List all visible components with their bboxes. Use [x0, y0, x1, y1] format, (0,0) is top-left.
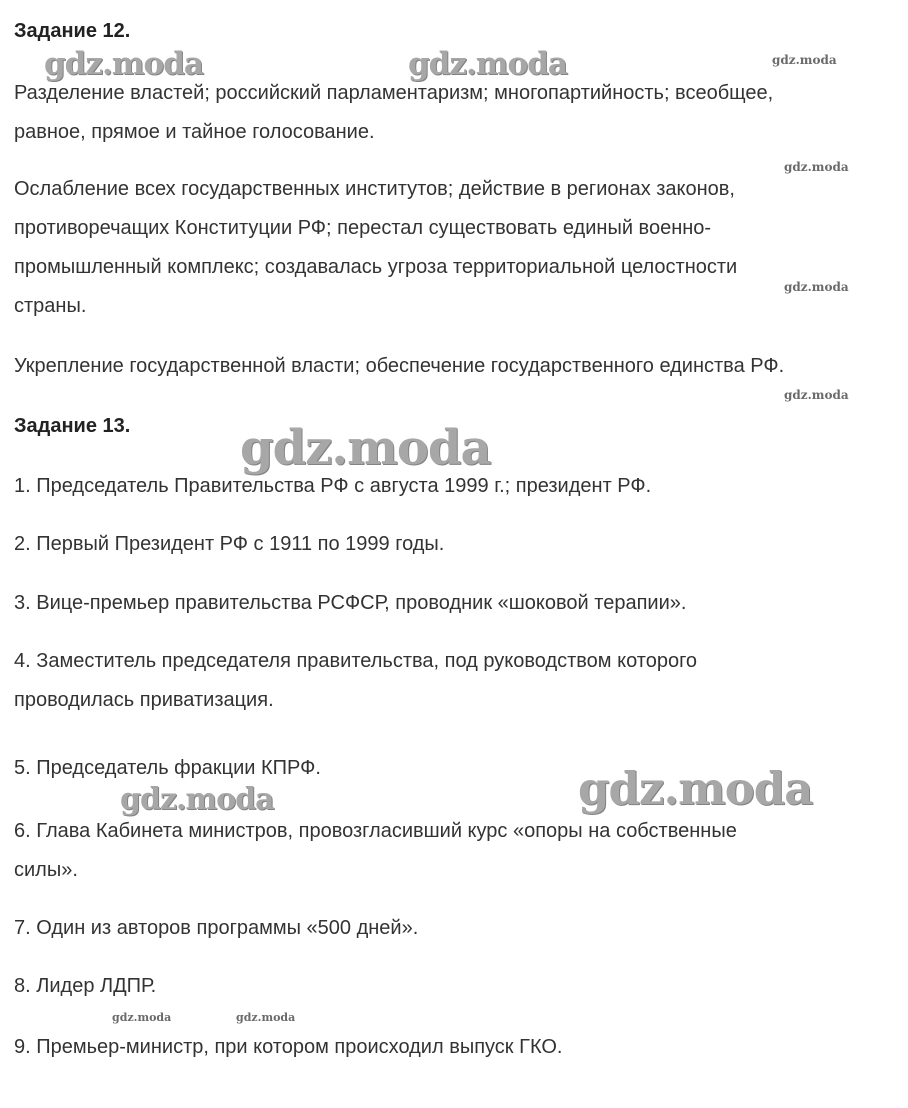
task-13-item-8	[14, 967, 900, 1006]
task-13-item-3	[14, 584, 900, 623]
task-12-paragraph-2	[14, 170, 900, 326]
task-12-paragraph-1	[14, 74, 900, 152]
watermark: gdz.moda	[112, 1011, 172, 1024]
text-line: страны.	[14, 295, 87, 317]
text-line: 5. Председатель фракции КПРФ.	[14, 757, 321, 779]
text-line: 1. Председатель Правительства РФ с августа 1999 г.; президент РФ.	[14, 475, 652, 497]
text-line: проводилась приватизация.	[14, 689, 274, 711]
watermark: gdz.moda	[772, 53, 837, 67]
watermark: gdz.moda	[120, 782, 274, 817]
watermark: gdz.moda	[784, 160, 849, 174]
task-13-heading: Задание 13.	[14, 415, 131, 437]
task-13-item-4	[14, 642, 900, 720]
text-line: Разделение властей; российский парламентаризм; многопартийность; всеобщее,	[14, 82, 774, 104]
task-13-item-7	[14, 909, 900, 948]
text-line: Укрепление государственной власти; обеспечение государственного единства РФ.	[14, 355, 785, 377]
text-line: Ослабление всех государственных институтов; действие в регионах законов,	[14, 178, 735, 200]
task-13-item-2	[14, 525, 900, 564]
watermark: gdz.moda	[578, 762, 813, 815]
text-line: силы».	[14, 859, 78, 881]
task-13-item-6	[14, 812, 900, 890]
watermark: gdz.moda	[240, 420, 491, 476]
task-13-item-9	[14, 1028, 900, 1067]
watermark: gdz.moda	[784, 280, 849, 294]
task-12-heading: Задание 12.	[14, 20, 131, 42]
text-line: 7. Один из авторов программы «500 дней».	[14, 917, 419, 939]
watermark: gdz.moda	[408, 46, 567, 82]
task-12-paragraph-3	[14, 347, 900, 386]
text-line: равное, прямое и тайное голосование.	[14, 121, 375, 143]
text-line: 9. Премьер-министр, при котором происходил выпуск ГКО.	[14, 1036, 563, 1058]
text-line: 2. Первый Президент РФ с 1911 по 1999 годы.	[14, 533, 445, 555]
text-line: промышленный комплекс; создавалась угроза территориальной целостности	[14, 256, 738, 278]
watermark: gdz.moda	[784, 388, 849, 402]
task-13-item-5	[14, 749, 900, 788]
task-13-item-1	[14, 467, 900, 506]
text-line: 4. Заместитель председателя правительства, под руководством которого	[14, 650, 698, 672]
text-line: 8. Лидер ЛДПР.	[14, 975, 157, 997]
text-line: 6. Глава Кабинета министров, провозгласивший курс «опоры на собственные	[14, 820, 737, 842]
text-line: 3. Вице-премьер правительства РСФСР, проводник «шоковой терапии».	[14, 592, 687, 614]
watermark: gdz.moda	[44, 46, 203, 82]
watermark: gdz.moda	[236, 1011, 296, 1024]
text-line: противоречащих Конституции РФ; перестал существовать единый военно-	[14, 217, 712, 239]
